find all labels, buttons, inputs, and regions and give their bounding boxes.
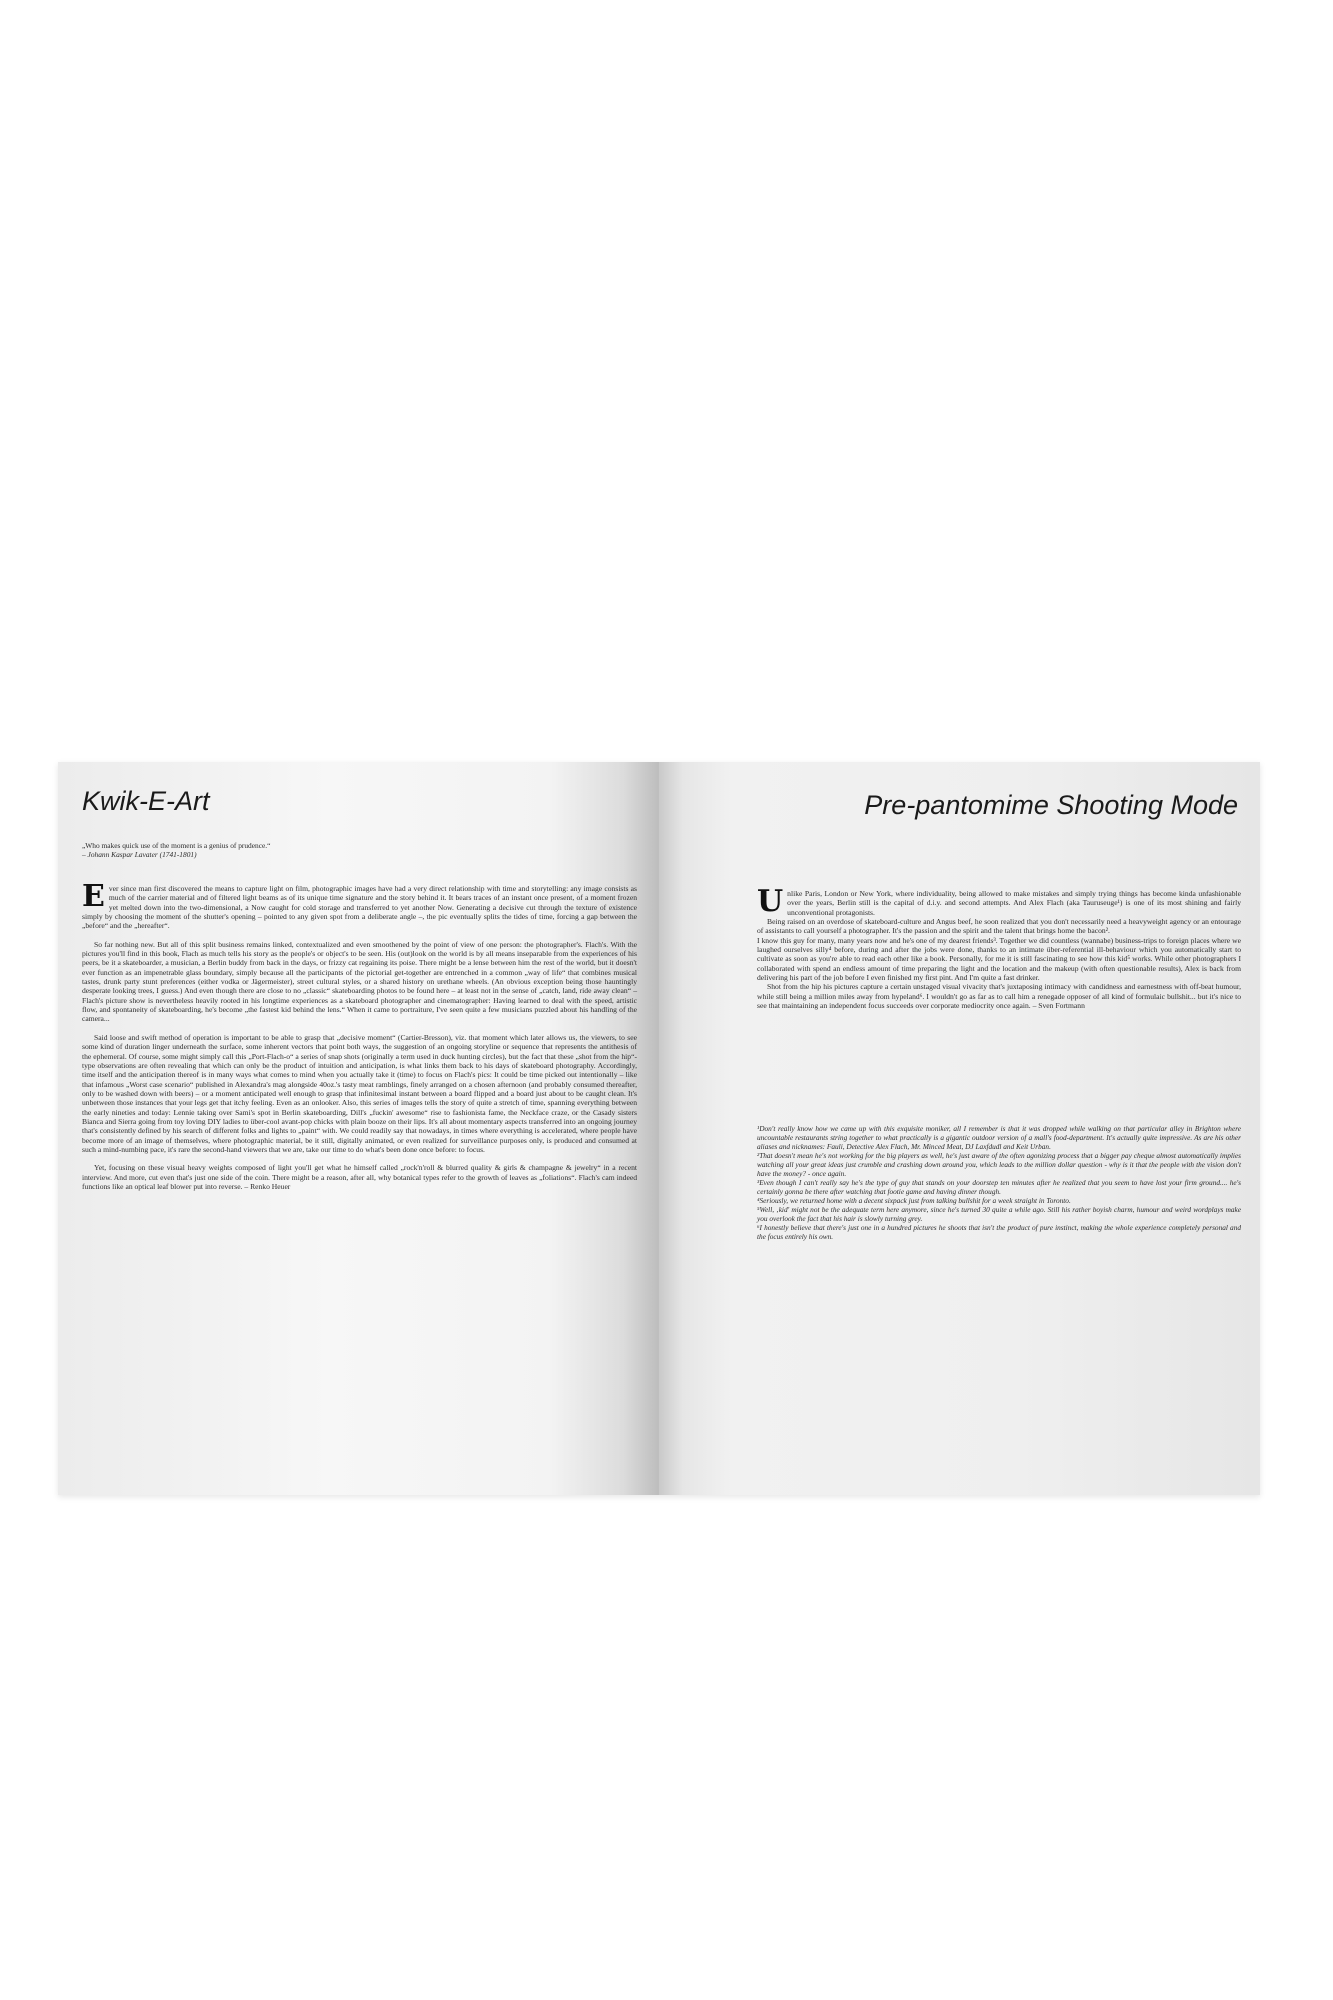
drop-cap: E bbox=[82, 879, 105, 914]
paragraph bbox=[757, 884, 1241, 919]
left-page bbox=[58, 762, 659, 1495]
footnote: ²That doesn't mean he's not working for the big players as well, he's just aware of the often agonizing process that a bigger pay cheque almost automatically implies watching all your great ideas just crumble and crashing down around you, which leads to the million dollar question - why is it that the people with the vision don't have the money? - once again. bbox=[757, 1151, 1241, 1178]
footnote: ¹Don't really know how we came up with this exquisite moniker, all I remember is that it was dropped while walking on that particular alley in Brighton where uncountable restaurants string together to what practically is a gigantic outdoor version of a mall's food-department. It's actually quite impressive. As are his other aliases and nicknames: Fauli, Detective Alex Flach, Mr. Minced Meat, DJ Laxfdudl and Keit Urban. bbox=[757, 1124, 1241, 1151]
footnote: ⁵Well, ‚kid' might not be the adequate term here anymore, since he's turned 30 quite a while ago. Still his rather boyish charm, humour and weird wordplays make you overlook the fact that his hair is slowly turning grey. bbox=[757, 1205, 1241, 1223]
paragraph-text: ver since man first discovered the means to capture light on film, photographic images have had a very direct relationship with time and storytelling: any image consists as much of the carrier material and of filtered light beams as of its unique time signature and the story behind it. It bears traces of an instant once present, of a moment frozen yet melted down into the two-dimensional, a Now caught for cold storage and transferred to yet another Now. Generating a decisive cut through the texture of existence simply by choosing the moment of the shutter's opening – pointed to any given spot from a deliberate angle –, the pic eventually splits the tides of time, forcing a gap between the „before“ and the „hereafter“. bbox=[82, 884, 637, 931]
right-page bbox=[659, 762, 1260, 1495]
footnotes bbox=[757, 1124, 1241, 1241]
paragraph: Shot from the hip his pictures capture a certain unstaged visual vivacity that's juxtaposing intimacy with candidness and earnestness with off-beat humour, while still being a million miles away from hypeland⁶. I wouldn't go as far as to call him a renegade opposer of all kind of formulaic bullshit... but it's nice to see that maintaining an independent focus succeeds over corporate mediocrity once again. – Sven Fortmann bbox=[757, 982, 1241, 1011]
paragraph bbox=[82, 879, 637, 931]
article-body bbox=[82, 879, 637, 1200]
footnote: ³Even though I can't really say he's the type of guy that stands on your doorstep ten minutes after he realized that you seem to have lost your firm ground.... he's certainly gonna be there after watching that footie game and having dinner though. bbox=[757, 1178, 1241, 1196]
drop-cap: U bbox=[757, 884, 784, 919]
page-title: Pre-pantomime Shooting Mode bbox=[864, 790, 1238, 820]
paragraph: I know this guy for many, many years now and he's one of my dearest friends³. Together we did countless (wannabe) business-trips to foreign places where we laughed ourselves silly⁴ before, during and after the jobs were done, thanks to an intimate über-referential ill-behaviour which you automatically start to cultivate as soon as you're able to read each other like a book. Personally, for me it is still fascinating to see how this kid⁵ works. While other photographers I collaborated with spend an endless amount of time preparing the light and the location and the makeup (with often questionable results), Alex is back from delivering his part of the job before I even finished my first pint. And I'm quite a fast drinker. bbox=[757, 935, 1241, 983]
paragraph-text: nlike Paris, London or New York, where individuality, being allowed to make mistakes and simply trying things has become kinda unfashionable over the years, Berlin still is the capital of d.i.y. and second attempts. And Alex Flach (aka Tauruseuge¹) is one of its most shining and fairly unconventional protagonists. bbox=[787, 889, 1241, 917]
footnote: ⁶I honestly believe that there's just one in a hundred pictures he shoots that isn't the product of pure instinct, making the whole experience completely personal and the focus entirely his own. bbox=[757, 1223, 1241, 1241]
epigraph-quote: „Who makes quick use of the moment is a genius of prudence.“ bbox=[82, 841, 271, 850]
footnote: ⁴Seriously, we returned home with a decent sixpack just from talking bullshit for a week straight in Toronto. bbox=[757, 1196, 1071, 1205]
epigraph bbox=[82, 841, 637, 859]
epigraph-attribution: – Johann Kaspar Lavater (1741-1801) bbox=[82, 850, 197, 859]
page-title: Kwik-E-Art bbox=[82, 786, 210, 816]
book-spread bbox=[58, 762, 1260, 1495]
paragraph: So far nothing new. But all of this split business remains linked, contextualized and even smoothened by the point of view of one person: the photographer's. Flach's. With the pictures you'll find in this book, Flach as much tells his story as the people's or object's to be seen. His (out)look on the world is by all means inseparable from the experiences of his peers, be it a skateboarder, a musician, a Berlin buddy from back in the days, or frizzy cat regaining its poise. There might be a lense between him the rest of the world, but it doesn't ever function as an impenetrable glass boundary, simply because all the participants of the pictorial get-together are entrenched in a common „way of life“ that combines musical tastes, drunk party stunt preferences (either vodka or Jägermeister), street cultural styles, or a shared history on urethane wheels. (An obvious exception being those hauntingly desperate looking trees, I guess.) And even though there are close to no „classic“ skateboarding photos to be found here – at least not in the sense of „catch, land, ride away clean“ – Flach's picture show is nevertheless heavily rooted in his longtime experiences as a skateboard photographer and cinematographer: Having learned to deal with the speed, artistic flow, and spontaneity of skateboarding, he's become „the fastest kid behind the lens.“ When it came to portraiture, I've seen quite a few musicians puzzled about his handling of the camera... bbox=[82, 939, 637, 1024]
paragraph: Yet, focusing on these visual heavy weights composed of light you'll get what he himself called „rock'n'roll & blurred quality & girls & champagne & jewelry“ in a recent interview. And more, cut even that's just one side of the coin. There might be a reason, after all, why botanical types refer to the growth of leaves as „foliations“. Flach's cam indeed functions like an optical leaf blower put into reverse. – Renko Heuer bbox=[82, 1163, 637, 1191]
article-body bbox=[757, 884, 1241, 1011]
paragraph: Being raised on an overdose of skateboard-culture and Angus beef, he soon realized that you don't necessarily need a heavyweight agency or an entourage of assistants to call yourself a photographer. It's the passion and the spirit and the talent that brings home the bacon². bbox=[757, 917, 1241, 936]
paragraph: Said loose and swift method of operation is important to be able to grasp that „decisive moment“ (Cartier-Bresson), viz. that moment which later allows us, the viewers, to see some kind of duration linger underneath the surface, some inherent vectors that point both ways, the suggestion of an ongoing storyline or sequence that represents the antithesis of the ephemeral. Of course, some might simply call this „Port-Flach-o“ a series of snap shots (originally a term used in duck hunting circles), but the fact that these „shot from the hip“-type observations are often revealing that which can only be the product of intuition and anticipation, is what links them back to his days of skateboard photography. Accordingly, time itself and the anticipation thereof is in many ways what comes to mind when you actually take it (time) to focus on Flach's pics: It could be time picked out intentionally – like that infamous „Worst case scenario“ published in Alexandra's mag alongside 40oz.'s tasty meat ramblings, finely arranged on a chosen afternoon (and probably consumed thereafter, only to be washed down with beers) – or a moment anticipated well enough to grasp that infinitesimal instant between a board flipped and a board just about to be caught clean. It's unbetween those instances that your legs get that itchy feeling. Even as an onlooker. Also, this series of images tells the story of quite a stretch of time, spanning everything between the early nineties and today: Lennie taking over Sami's spot in Berlin skateboarding, Dill's „fuckin' awesome“ rise to fashionista fame, the Neckface craze, or the Casady sisters Bianca and Sierra going from toy loving DIY ladies to über-cool avant-pop chicks with plain booze on their lips. It's all about momentary aspects transferred into an ongoing journey that's consistently defined by his search of different folks and lights to „paint“ with. We could readily say that nowadays, in times where everything is accelerated, where people have become more of an image of themselves, where photographic material, be it still, digitally animated, or even realized for surveillance purposes only, is produced and consumed at such a mind-numbing pace, it's rare the second-hand viewers that we are, take our time to do what's been done once before: to focus. bbox=[82, 1032, 637, 1154]
